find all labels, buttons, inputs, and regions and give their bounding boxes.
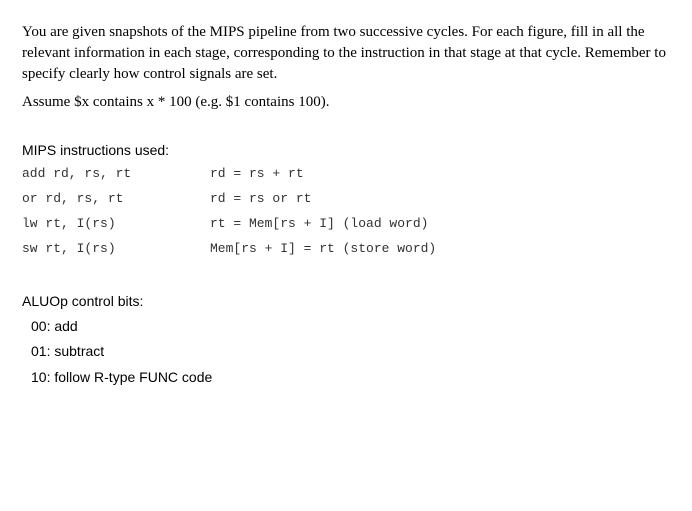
instruction-semantics: rd = rs or rt	[210, 191, 312, 206]
instruction-row-add	[22, 165, 682, 185]
instruction-semantics: rt = Mem[rs + I] (load word)	[210, 216, 429, 231]
mips-instructions-heading: MIPS instructions used:	[22, 142, 170, 158]
aluop-item-subtract: 01: subtract	[31, 343, 105, 359]
instruction-semantics: Mem[rs + I] = rt (store word)	[210, 241, 437, 256]
aluop-item-add: 00: add	[31, 318, 78, 334]
instruction-row-or	[22, 190, 682, 210]
instruction-syntax: or rd, rs, rt	[22, 191, 124, 206]
aluop-item-rtype: 10: follow R-type FUNC code	[31, 369, 213, 385]
intro-paragraph: You are given snapshots of the MIPS pipeline from two successive cycles. For each figure, fill in all the relevant information in each stage, corresponding to the instruction in that stage at that cycle. Remember to specify clearly how control signals are set.	[22, 24, 666, 82]
instruction-syntax: add rd, rs, rt	[22, 166, 132, 181]
instruction-row-sw	[22, 240, 682, 260]
assumption-text: Assume $x contains x * 100 (e.g. $1 contains 100).	[22, 94, 330, 110]
instruction-syntax: lw rt, I(rs)	[22, 216, 116, 231]
instruction-row-lw	[22, 215, 682, 235]
aluop-heading: ALUOp control bits:	[22, 293, 144, 309]
instruction-syntax: sw rt, I(rs)	[22, 241, 116, 256]
instruction-semantics: rd = rs + rt	[210, 166, 304, 181]
